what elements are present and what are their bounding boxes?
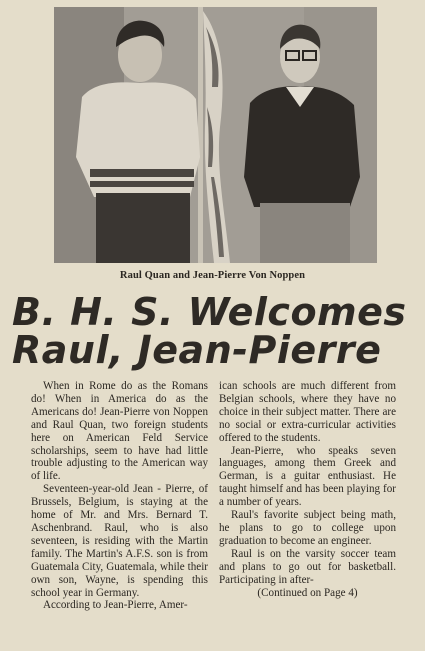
continued-note: (Continued on Page 4) — [257, 586, 358, 599]
paragraph: Seventeen-year-old Jean - Pierre, of Brussels, Belgium, is staying at the home of Mr. and Mrs. Bernard T. Aschenbrand. Raul, who is also seventeen, is residing with the Martin family. The Martin's A.F.S. son is from Guatemala City, Guatemala, while their own son, Wayne, is spending this school year in Germany. — [31, 483, 208, 599]
paragraph: Raul is on the varsity soccer team and plans to go out for basketball. Participating in after- — [219, 547, 396, 586]
paragraph: When in Rome do as the Romans do! When in America do as the Americans do! Jean-Pierre von Noppen and Raul Quan, two foreign students here on American Feld Service scholarships, seem to have had little trouble adjusting to the American way of life. — [31, 380, 208, 483]
headline — [12, 290, 417, 372]
paragraph: According to Jean-Pierre, Amer- — [43, 599, 188, 612]
photo — [54, 7, 377, 263]
article-column-1 — [31, 380, 208, 612]
paragraph: Jean-Pierre, who speaks seven languages, among them Greek and German, is a guitar enthusiast. He taught himself and has been playing for a number of years. — [219, 444, 396, 509]
headline-line-1: B. H. S. Welcomes — [12, 290, 407, 334]
article-column-2 — [219, 380, 396, 599]
paragraph: ican schools are much different from Belgian schools, where they have no choice in their subject matter. There are no social or extra-curricular activities offered to the students. — [219, 380, 396, 444]
photo-image — [54, 7, 377, 263]
headline-line-2: Raul, Jean-Pierre — [12, 328, 382, 372]
paragraph: Raul's favorite subject being math, he plans to go to college upon graduation to become an engineer. — [219, 509, 396, 547]
photo-caption: Raul Quan and Jean-Pierre Von Noppen — [119, 270, 306, 281]
